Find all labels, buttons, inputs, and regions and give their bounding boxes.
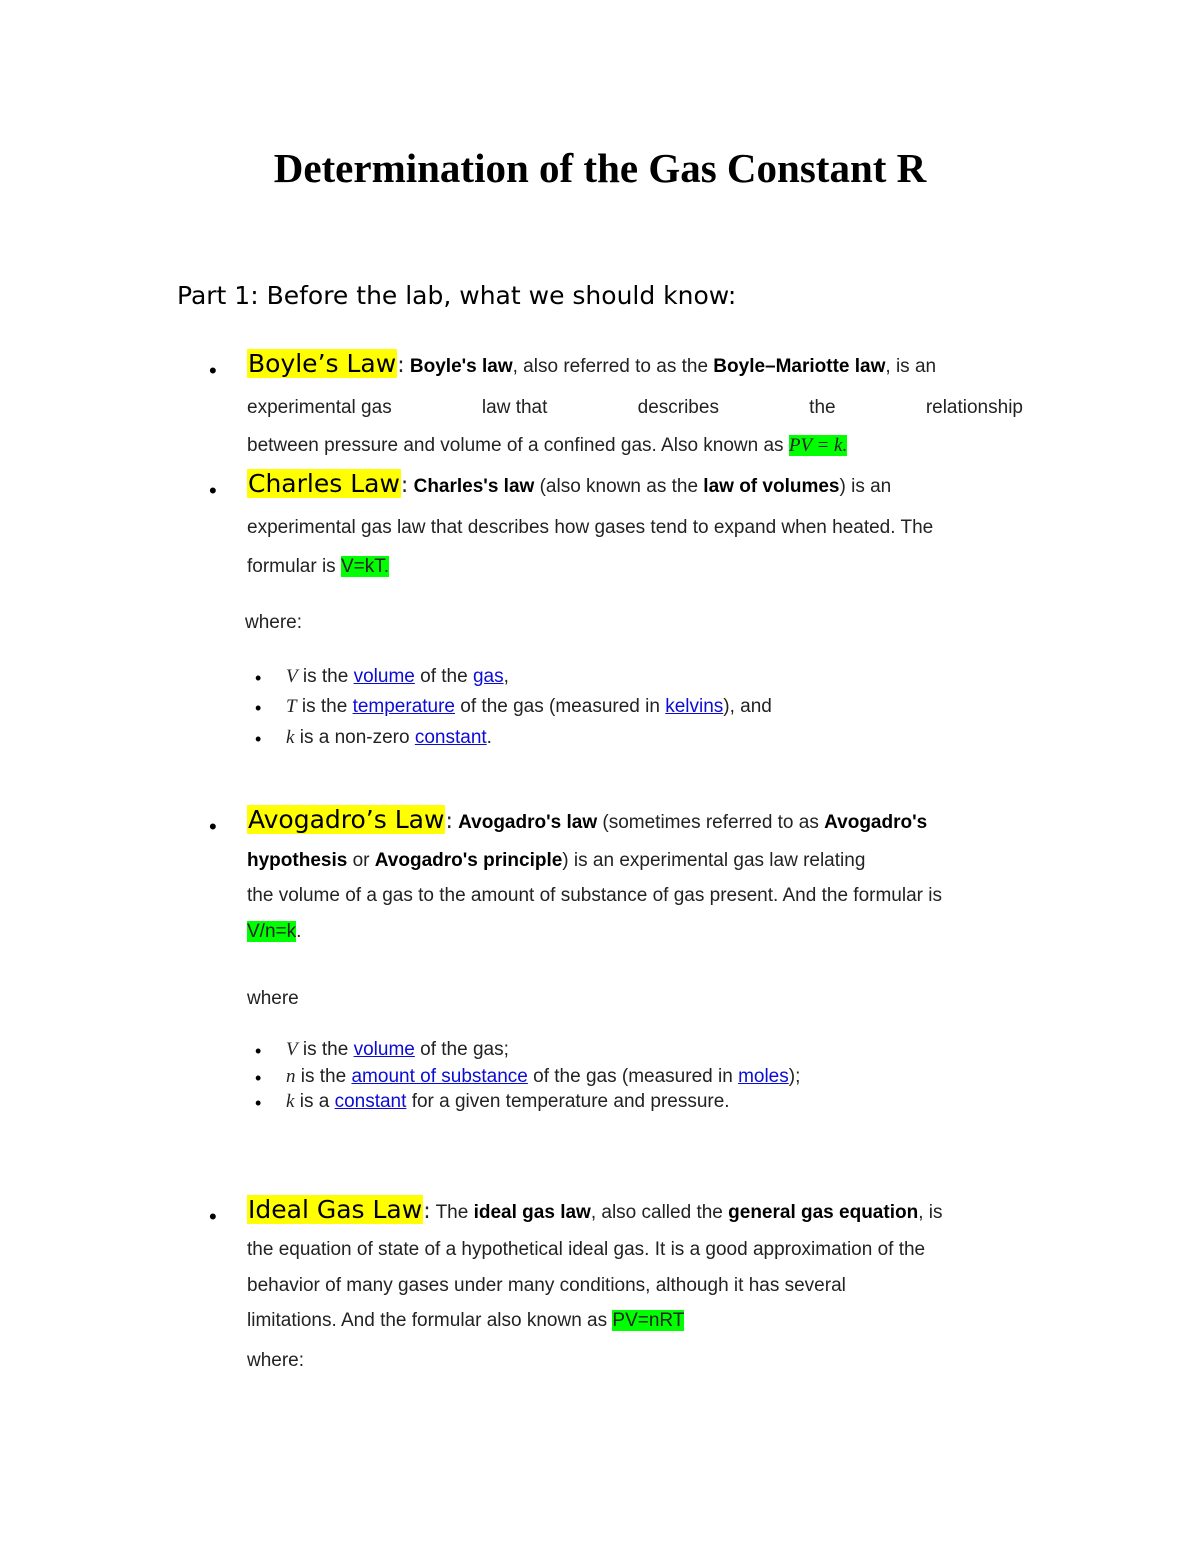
ideal-formula: PV=nRT	[612, 1310, 685, 1331]
boyle-line-3	[247, 432, 847, 460]
ideal-text-4: limitations. And the formular also known as	[247, 1310, 608, 1331]
avogadro-term-2: Avogadro's	[824, 812, 928, 833]
symbol-k: k	[286, 1091, 295, 1112]
bullet: •	[255, 1068, 262, 1088]
charles-heading: Charles Law	[248, 469, 400, 498]
avogadro-text-3: ) is an experimental gas law relating	[562, 850, 866, 871]
bullet: •	[255, 668, 262, 688]
ideal-line-1	[247, 1196, 942, 1227]
avogadro-item-n	[286, 1064, 800, 1090]
item-text: of the	[420, 666, 468, 687]
avogadro-term: Avogadro's law	[458, 812, 598, 833]
item-text: );	[788, 1066, 801, 1087]
boyle-term: Boyle's law	[409, 356, 513, 377]
ideal-text-3: , is	[918, 1202, 943, 1223]
charles-line-3	[247, 553, 389, 581]
bullet: •	[255, 698, 262, 718]
item-text: ), and	[723, 696, 772, 717]
gas-link[interactable]: gas	[472, 666, 504, 687]
charles-line-2: experimental gas law that describes how gases tend to expand when heated. The	[247, 517, 934, 538]
ideal-line-2: the equation of state of a hypothetical ideal gas. It is a good approximation of the	[247, 1239, 926, 1260]
kelvins-link[interactable]: kelvins	[665, 696, 724, 717]
boyle-word: describes	[637, 397, 719, 418]
item-text: .	[486, 727, 492, 748]
charles-item-t	[286, 694, 772, 720]
item-text: is a non-zero	[299, 727, 410, 748]
volume-link[interactable]: volume	[353, 666, 415, 687]
symbol-v: V	[286, 1039, 298, 1060]
boyle-word: the	[809, 397, 836, 418]
charles-item-v	[286, 664, 509, 690]
avogadro-line-3: the volume of a gas to the amount of substance of gas present. And the formular is	[247, 885, 942, 906]
boyle-formula: PV = k.	[788, 435, 848, 456]
avogadro-heading: Avogadro’s Law	[248, 805, 445, 834]
bullet: •	[255, 1041, 262, 1061]
charles-formula: V=kT.	[340, 556, 390, 577]
bullet: •	[255, 1093, 262, 1113]
item-text: is a	[299, 1091, 330, 1112]
bullet: •	[209, 478, 217, 503]
avogadro-formula: V/n=k	[247, 921, 297, 942]
boyle-text-3: between pressure and volume of a confined gas. Also known as	[247, 435, 784, 456]
avogadro-line-1	[247, 806, 927, 837]
boyle-heading: Boyle’s Law	[248, 349, 397, 378]
charles-where: where:	[245, 612, 303, 633]
charles-colon: :	[400, 473, 409, 498]
avogadro-item-v	[286, 1037, 509, 1063]
constant-link[interactable]: constant	[414, 727, 487, 748]
item-text: is the	[302, 1039, 349, 1060]
item-text: for a given temperature and pressure.	[411, 1091, 730, 1112]
avogadro-item-k	[286, 1089, 730, 1115]
ideal-term: ideal gas law	[473, 1202, 591, 1223]
bullet: •	[209, 814, 217, 839]
part-heading: Part 1: Before the lab, what we should know:	[177, 281, 737, 310]
bullet: •	[255, 729, 262, 749]
ideal-line-3: behavior of many gases under many conditions, although it has several	[247, 1275, 846, 1296]
symbol-k: k	[286, 727, 295, 748]
ideal-term-2: general gas equation	[728, 1202, 919, 1223]
avogadro-text: (sometimes referred to as	[602, 812, 819, 833]
item-text: of the gas (measured in	[460, 696, 660, 717]
constant-link[interactable]: constant	[334, 1091, 407, 1112]
ideal-line-4	[247, 1307, 684, 1335]
avogadro-colon: :	[445, 809, 453, 834]
charles-term: Charles's law	[413, 476, 535, 497]
ideal-colon: :	[423, 1199, 431, 1224]
avogadro-line-4	[247, 918, 301, 946]
boyle-text: , also referred to as the	[512, 356, 709, 377]
avogadro-where: where	[247, 988, 299, 1009]
item-text: of the gas;	[420, 1039, 509, 1060]
document-title: Determination of the Gas Constant R	[273, 145, 927, 191]
charles-item-k	[286, 725, 492, 751]
symbol-v: V	[286, 666, 298, 687]
charles-text-3: formular is	[247, 556, 336, 577]
item-text: ,	[503, 666, 509, 687]
amount-of-substance-link[interactable]: amount of substance	[351, 1066, 528, 1087]
ideal-text-2: , also called the	[590, 1202, 723, 1223]
boyle-word: experimental gas	[247, 397, 392, 418]
boyle-term-2: Boyle–Mariotte law	[713, 356, 886, 377]
bullet: •	[209, 1204, 217, 1229]
boyle-colon: :	[397, 353, 405, 378]
ideal-where: where:	[247, 1350, 305, 1371]
boyle-line-1	[247, 350, 936, 381]
ideal-text: The	[435, 1202, 469, 1223]
boyle-line-2	[247, 394, 1023, 422]
boyle-word: relationship	[925, 397, 1023, 418]
avogadro-line-2	[247, 847, 865, 875]
charles-line-1	[247, 470, 891, 501]
avogadro-text-2: or	[352, 850, 370, 871]
moles-link[interactable]: moles	[738, 1066, 789, 1087]
avogadro-period: .	[296, 921, 302, 942]
symbol-t: T	[286, 696, 297, 717]
item-text: of the gas (measured in	[533, 1066, 733, 1087]
charles-term-2: law of volumes	[703, 476, 840, 497]
avogadro-term-4: Avogadro's principle	[374, 850, 563, 871]
avogadro-term-3: hypothesis	[247, 850, 348, 871]
boyle-word: law that	[481, 397, 548, 418]
item-text: is the	[301, 696, 348, 717]
volume-link[interactable]: volume	[353, 1039, 415, 1060]
item-text: is the	[302, 666, 349, 687]
temperature-link[interactable]: temperature	[352, 696, 456, 717]
charles-text: (also known as the	[539, 476, 699, 497]
boyle-text-2: , is an	[885, 356, 937, 377]
item-text: is the	[300, 1066, 347, 1087]
ideal-heading: Ideal Gas Law	[248, 1195, 423, 1224]
bullet: •	[209, 358, 217, 383]
symbol-n: n	[286, 1066, 296, 1087]
charles-text-2: ) is an	[839, 476, 892, 497]
